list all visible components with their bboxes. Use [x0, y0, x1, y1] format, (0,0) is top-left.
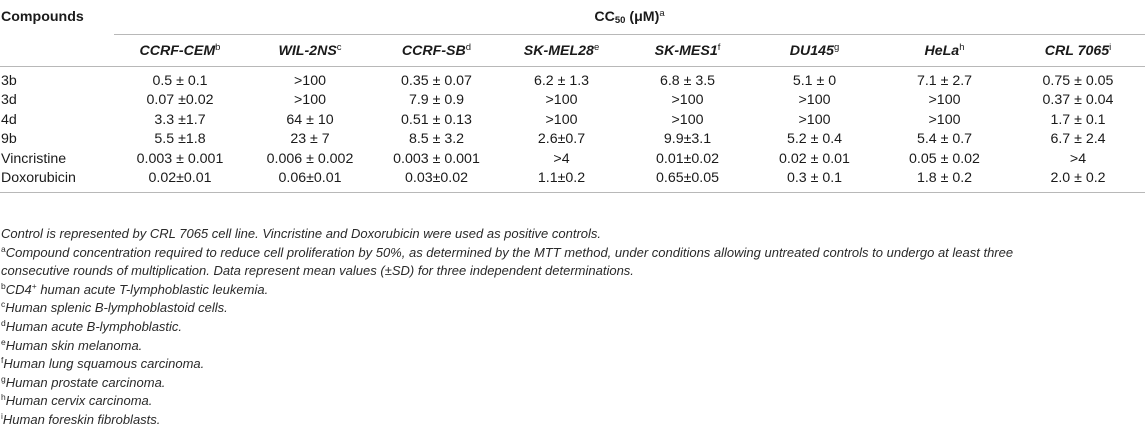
footnote-text: Human lung squamous carcinoma. — [3, 356, 205, 372]
col-footnote-mark: i — [1109, 41, 1112, 53]
col-header-sk-mel28 — [499, 35, 624, 67]
col-footnote-mark: c — [336, 41, 342, 53]
footnote-mark: c — [1, 299, 6, 310]
value-cell: >100 — [545, 111, 578, 128]
compound-cell: 3b — [1, 72, 17, 89]
value-cell: 5.1 ± 0 — [792, 72, 837, 89]
footnote-mark: a — [1, 243, 6, 254]
value-cell: >100 — [798, 92, 831, 109]
col-name: HeLa — [924, 42, 960, 59]
cc-footnote-mark: a — [659, 8, 665, 19]
superscript-plus: + — [31, 280, 37, 291]
value-cell: 23 ± 7 — [290, 131, 330, 148]
value-cell: 0.006 ± 0.002 — [266, 150, 354, 167]
table-row — [0, 67, 1145, 91]
col-footnote-mark: e — [593, 41, 600, 53]
value-cell: 9.9±3.1 — [663, 131, 712, 148]
value-cell: 6.2 ± 1.3 — [533, 72, 590, 89]
value-cell: >100 — [928, 92, 961, 109]
value-cell: 5.5 ±1.8 — [154, 131, 206, 148]
footnote-text: Compound concentration required to reduce cell proliferation by 50%, as determined by the MTT method, under conditions allowing untreated controls to undergo at least three — [5, 244, 1014, 260]
value-cell: 6.7 ± 2.4 — [1050, 131, 1106, 148]
col-footnote-mark: f — [717, 41, 721, 53]
col-name: CCRF-SB — [401, 42, 466, 59]
footnote-text: Human skin melanoma. — [5, 337, 143, 353]
col-footnote-mark: h — [959, 41, 965, 53]
col-header-ccrf-cem — [114, 35, 246, 67]
table-row — [0, 149, 1145, 169]
footnote-text: Human prostate carcinoma. — [5, 374, 166, 390]
table-row — [0, 169, 1145, 193]
value-cell: 6.8 ± 3.5 — [659, 72, 716, 89]
value-cell: 0.51 ± 0.13 — [401, 111, 472, 128]
col-name: CCRF-CEM — [139, 42, 216, 59]
footnote-i — [1, 411, 1141, 430]
cc-subscript: 50 — [614, 15, 626, 26]
footnote-f — [1, 355, 1141, 374]
footnote-b — [1, 281, 1141, 300]
value-cell: >100 — [671, 111, 704, 128]
value-cell: 8.5 ± 3.2 — [408, 131, 465, 148]
footnote-c — [1, 299, 1141, 318]
footnote-mark: h — [1, 392, 6, 403]
col-footnote-mark: g — [833, 41, 840, 53]
footnote-text: Human acute B-lymphoblastic. — [5, 318, 183, 334]
value-cell: 0.06±0.01 — [246, 169, 374, 193]
footnote-control: Control is represented by CRL 7065 cell line. Vincristine and Doxorubicin were used as positive controls. — [1, 226, 601, 241]
value-cell: 5.4 ± 0.7 — [916, 131, 973, 148]
value-cell: >4 — [553, 150, 570, 167]
compound-cell: Doxorubicin — [0, 169, 114, 193]
compounds-header: Compounds — [1, 9, 84, 26]
footnote-h — [1, 392, 1141, 411]
col-header-du145 — [751, 35, 878, 67]
col-footnote-mark: d — [465, 41, 472, 53]
table-row — [0, 110, 1145, 130]
value-cell: 0.65±0.05 — [624, 169, 751, 193]
col-name: SK-MES1 — [654, 42, 718, 59]
footnote-a-cont: consecutive rounds of multiplication. Data represent mean values (±SD) for three independent determinations. — [1, 263, 634, 279]
col-name: SK-MEL28 — [523, 42, 594, 59]
value-cell: 0.3 ± 0.1 — [751, 169, 878, 193]
value-cell: 0.35 ± 0.07 — [401, 72, 472, 89]
compound-cell: 4d — [1, 111, 17, 128]
value-cell: 0.03±0.02 — [374, 169, 499, 193]
value-cell: 0.05 ± 0.02 — [909, 150, 980, 167]
value-cell: 0.37 ± 0.04 — [1042, 92, 1114, 109]
col-header-sk-mes1 — [624, 35, 751, 67]
footnote-mark: g — [1, 373, 6, 384]
value-cell: >100 — [294, 72, 326, 89]
footnote-mark: e — [1, 336, 6, 347]
table-row — [0, 130, 1145, 150]
footnote-mark: b — [1, 280, 6, 291]
cc-label: CC — [594, 9, 615, 25]
value-cell: >100 — [294, 92, 326, 109]
value-cell: 0.02 ± 0.01 — [779, 150, 850, 167]
value-cell: 0.02±0.01 — [114, 169, 246, 193]
value-cell: >100 — [545, 92, 578, 109]
value-cell: 1.7 ± 0.1 — [1050, 111, 1106, 128]
footnote-a — [1, 244, 1141, 263]
col-header-crl-7065 — [1011, 35, 1145, 67]
value-cell: 0.01±0.02 — [655, 150, 719, 167]
value-cell: 64 ± 10 — [286, 111, 334, 128]
footnote-mark: i — [1, 410, 3, 421]
footnote-text: Human splenic B-lymphoblastoid cells. — [5, 300, 228, 316]
table-row — [0, 91, 1145, 111]
compound-cell: Vincristine — [1, 150, 67, 167]
footnote-text: Human foreskin fibroblasts. — [2, 411, 161, 427]
value-cell: 0.003 ± 0.001 — [393, 150, 480, 167]
value-cell: 5.2 ± 0.4 — [786, 131, 843, 148]
value-cell: 0.07 ±0.02 — [146, 92, 214, 109]
col-header-wil-2ns — [246, 35, 374, 67]
footnote-g — [1, 374, 1141, 393]
value-cell: 7.1 ± 2.7 — [916, 72, 973, 89]
value-cell: >100 — [928, 111, 961, 128]
value-cell: 0.75 ± 0.05 — [1042, 72, 1114, 89]
footnote-text: human acute T-lymphoblastic leukemia. — [36, 281, 269, 297]
value-cell: 1.1±0.2 — [499, 169, 624, 193]
value-cell: >100 — [798, 111, 831, 128]
col-name: WIL-2NS — [278, 42, 337, 59]
value-cell: 1.8 ± 0.2 — [878, 169, 1011, 193]
value-cell: >4 — [1069, 150, 1087, 167]
value-cell: 3.3 ±1.7 — [154, 111, 206, 128]
table-body — [0, 67, 1145, 193]
value-cell: 0.5 ± 0.1 — [152, 72, 208, 89]
value-cell: 2.0 ± 0.2 — [1011, 169, 1145, 193]
cc50-header — [114, 0, 1145, 35]
value-cell: 7.9 ± 0.9 — [408, 92, 465, 109]
value-cell: >100 — [671, 92, 704, 109]
cytotoxicity-table — [0, 0, 1145, 193]
cc-unit: (μM) — [625, 9, 660, 25]
footnote-text: CD4 — [5, 281, 32, 297]
footnote-e — [1, 337, 1141, 356]
footnote-text: Human cervix carcinoma. — [5, 393, 153, 409]
col-footnote-mark: b — [215, 41, 221, 53]
col-header-hela — [878, 35, 1011, 67]
footnote-d — [1, 318, 1141, 337]
compound-cell: 9b — [1, 131, 17, 148]
table-footnotes — [1, 225, 1141, 430]
col-header-ccrf-sb — [374, 35, 499, 67]
footnote-mark: d — [1, 317, 6, 328]
compound-cell: 3d — [1, 92, 17, 109]
value-cell: 2.6±0.7 — [537, 131, 586, 148]
col-name: DU145 — [789, 42, 834, 59]
footnote-mark: f — [1, 355, 4, 366]
col-name: CRL 7065 — [1044, 42, 1110, 59]
header-blank — [0, 35, 114, 67]
value-cell: 0.003 ± 0.001 — [136, 150, 224, 167]
